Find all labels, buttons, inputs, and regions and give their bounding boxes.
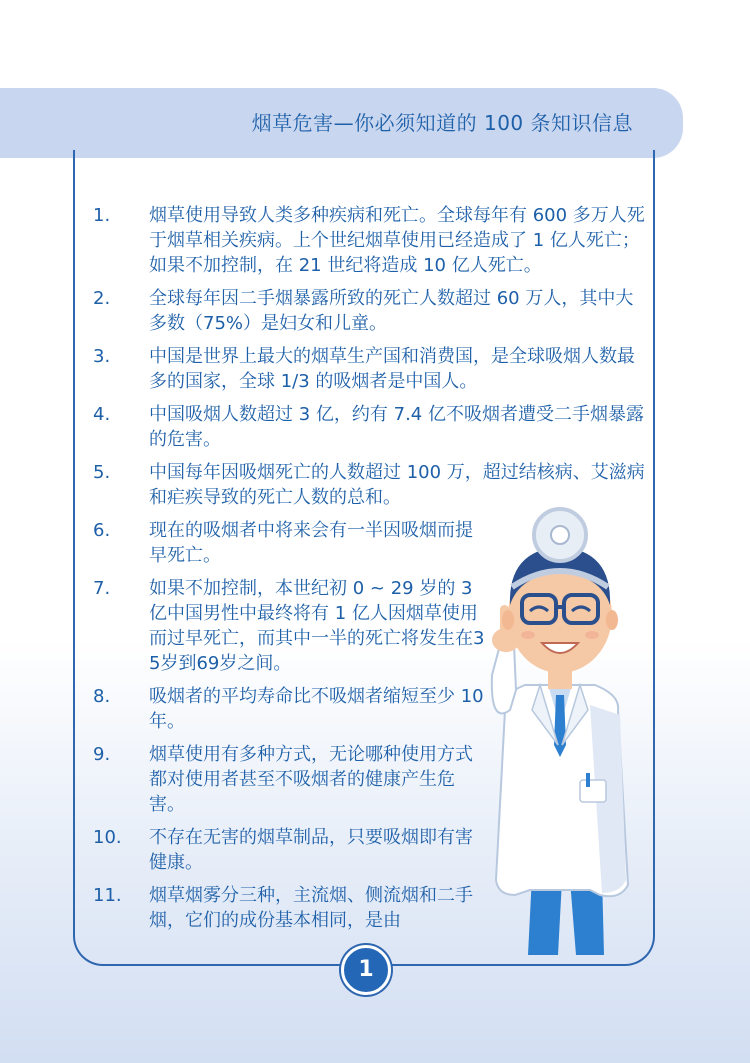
item-text: 如果不加控制，本世纪初 0 ~ 29 岁的 3 亿中国男性中最终将有 1 亿人因烟草使用而过早死亡，而其中一半的死亡将发生在35岁到69岁之间。	[149, 578, 485, 674]
item-number: 8.	[93, 686, 111, 707]
item-number: 5.	[93, 462, 111, 483]
list-item	[93, 203, 653, 278]
item-number: 1.	[93, 205, 111, 226]
item-number: 11.	[93, 885, 122, 906]
item-text: 不存在无害的烟草制品，只要吸烟即有害健康。	[149, 827, 473, 873]
page-title: 烟草危害—你必须知道的 100 条知识信息	[251, 111, 633, 135]
item-text: 现在的吸烟者中将来会有一半因吸烟而提早死亡。	[149, 520, 473, 566]
list-item	[93, 344, 653, 394]
doctor-illustration	[470, 495, 650, 965]
item-number: 4.	[93, 404, 111, 425]
item-text: 吸烟者的平均寿命比不吸烟者缩短至少 10 年。	[149, 686, 484, 732]
item-text: 中国吸烟人数超过 3 亿，约有 7.4 亿不吸烟者遭受二手烟暴露的危害。	[149, 404, 644, 450]
item-text: 烟草使用有多种方式，无论哪种使用方式都对使用者甚至不吸烟者的健康产生危害。	[149, 744, 473, 815]
list-item	[93, 286, 653, 336]
item-text: 中国是世界上最大的烟草生产国和消费国，是全球吸烟人数最多的国家，全球 1/3 的吸烟者是中国人。	[149, 346, 635, 392]
item-number: 3.	[93, 346, 111, 367]
item-number: 6.	[93, 520, 111, 541]
item-text: 烟草使用导致人类多种疾病和死亡。全球每年有 600 多万人死于烟草相关疾病。上个世纪烟草使用已经造成了 1 亿人死亡； 如果不加控制，在 21 世纪将造成 10 亿人死亡。	[149, 205, 645, 276]
item-text: 中国每年因吸烟死亡的人数超过 100 万，超过结核病、艾滋病和疟疾导致的死亡人数的总和。	[149, 462, 645, 508]
list-item	[93, 402, 653, 452]
item-number: 9.	[93, 744, 111, 765]
item-text: 烟草烟雾分三种，主流烟、侧流烟和二手烟，它们的成份基本相同，是由	[149, 885, 473, 931]
item-number: 2.	[93, 288, 111, 309]
item-text: 全球每年因二手烟暴露所致的死亡人数超过 60 万人，其中大多数（75%）是妇女和儿童。	[149, 288, 634, 334]
page-number-badge: 1	[341, 945, 391, 995]
header-banner	[0, 88, 683, 158]
item-number: 7.	[93, 578, 111, 599]
item-number: 10.	[93, 827, 122, 848]
